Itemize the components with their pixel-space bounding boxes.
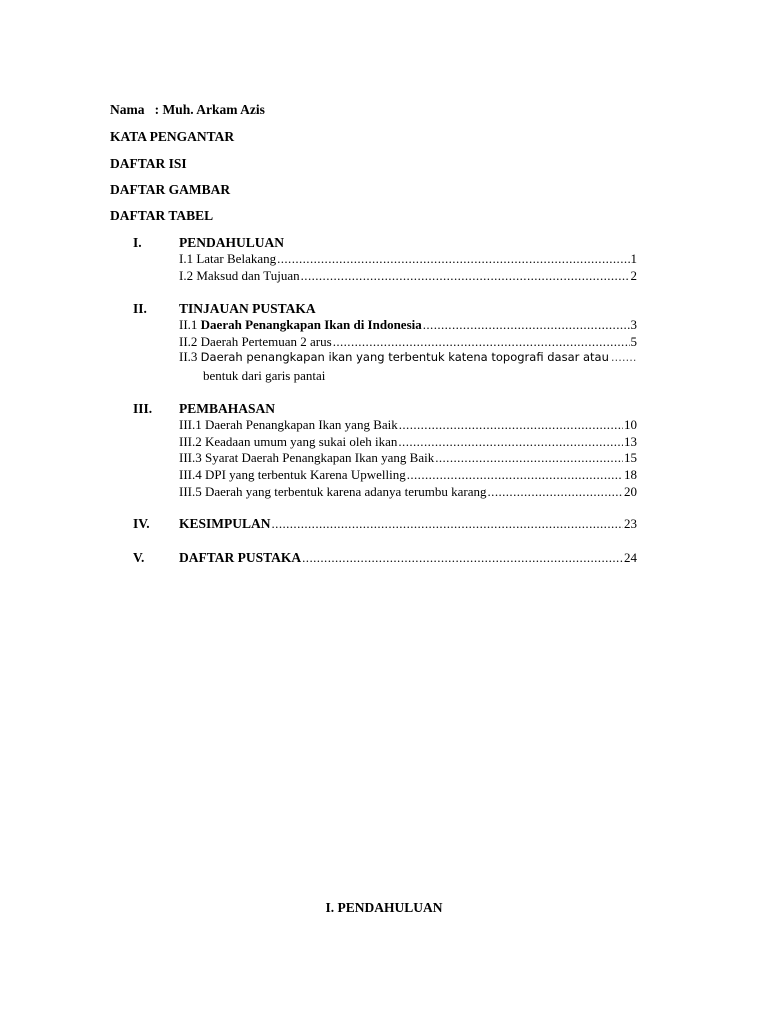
entry-label: III.3 Syarat Daerah Penangkapan Ikan yang Baik: [179, 450, 435, 465]
dot-leader: [435, 450, 623, 466]
author-line: [110, 102, 265, 118]
front-matter-daftar-tabel: DAFTAR TABEL: [110, 208, 214, 223]
dot-leader: [488, 484, 623, 500]
dot-leader: [398, 434, 623, 450]
entry-label: Daerah Pertemuan 2 arus: [200, 334, 332, 349]
entry-prefix: II.2: [179, 334, 198, 349]
entry-label: Daerah Penangkapan Ikan di Indonesia: [200, 317, 422, 332]
entry-page: 13: [624, 434, 637, 449]
section-number: I.: [133, 235, 142, 250]
dot-leader: [399, 417, 623, 433]
toc-entry: [179, 251, 637, 267]
dot-leader: [272, 516, 623, 532]
dot-leader: [407, 467, 623, 483]
entry-page: 18: [624, 467, 637, 482]
toc-entry: [179, 434, 637, 450]
entry-prefix: II.3: [179, 349, 198, 364]
section-title-pendahuluan: PENDAHULUAN: [179, 235, 285, 250]
toc-entry: [179, 334, 637, 350]
entry-page: 10: [624, 417, 637, 432]
toc-entry: [179, 317, 637, 333]
entry-label: Latar Belakang: [196, 251, 277, 266]
front-matter-daftar-isi: DAFTAR ISI: [110, 156, 187, 171]
dot-leader: [423, 317, 630, 333]
section-title-pembahasan: PEMBAHASAN: [179, 401, 276, 416]
entry-label: III.4 DPI yang terbentuk Karena Upwelling: [179, 467, 406, 482]
entry-page: 15: [624, 450, 637, 465]
section-title-tinjauan-pustaka: TINJAUAN PUSTAKA: [179, 301, 316, 316]
toc-entry: [179, 467, 637, 483]
toc-entry: [179, 550, 637, 566]
entry-label: III.1 Daerah Penangkapan Ikan yang Baik: [179, 417, 398, 432]
toc-entry: [179, 268, 637, 284]
entry-page: 24: [624, 550, 637, 565]
entry-label: Maksud dan Tujuan: [196, 268, 300, 283]
entry-page: 2: [630, 268, 637, 283]
toc-entry: [179, 350, 637, 366]
name-label: Nama: [110, 102, 145, 117]
entry-prefix: I.1: [179, 251, 194, 266]
toc-entry: [179, 417, 637, 433]
entry-page: 1: [630, 251, 637, 266]
section-number: II.: [133, 301, 147, 316]
toc-entry: [179, 516, 637, 532]
name-value: Muh. Arkam Azis: [162, 102, 265, 117]
front-matter-daftar-gambar: DAFTAR GAMBAR: [110, 182, 231, 197]
entry-trail: …….: [610, 351, 637, 364]
section-title-kesimpulan: KESIMPULAN: [179, 516, 271, 531]
name-separator: :: [154, 102, 160, 117]
dot-leader: [301, 268, 630, 284]
entry-continuation: bentuk dari garis pantai: [203, 368, 326, 383]
entry-label: III.2 Keadaan umum yang sukai oleh ikan: [179, 434, 398, 449]
entry-page: 5: [630, 334, 637, 349]
chapter-heading: I. PENDAHULUAN: [325, 900, 443, 915]
entry-page: 23: [624, 516, 637, 531]
front-matter-kata-pengantar: KATA PENGANTAR: [110, 129, 235, 144]
entry-label: Daerah penangkapan ikan yang terbentuk katena topografi dasar atau: [200, 350, 609, 364]
section-number: V.: [133, 550, 145, 565]
entry-page: 3: [630, 317, 637, 332]
toc-entry: [179, 450, 637, 466]
toc-entry: [179, 484, 637, 500]
entry-label: III.5 Daerah yang terbentuk karena adanya terumbu karang: [179, 484, 487, 499]
section-number: IV.: [133, 516, 150, 531]
dot-leader: [302, 550, 623, 566]
dot-leader: [333, 334, 630, 350]
entry-prefix: I.2: [179, 268, 194, 283]
section-number: III.: [133, 401, 153, 416]
dot-leader: [277, 251, 629, 267]
entry-prefix: II.1: [179, 317, 198, 332]
section-title-daftar-pustaka: DAFTAR PUSTAKA: [179, 550, 302, 565]
entry-page: 20: [624, 484, 637, 499]
